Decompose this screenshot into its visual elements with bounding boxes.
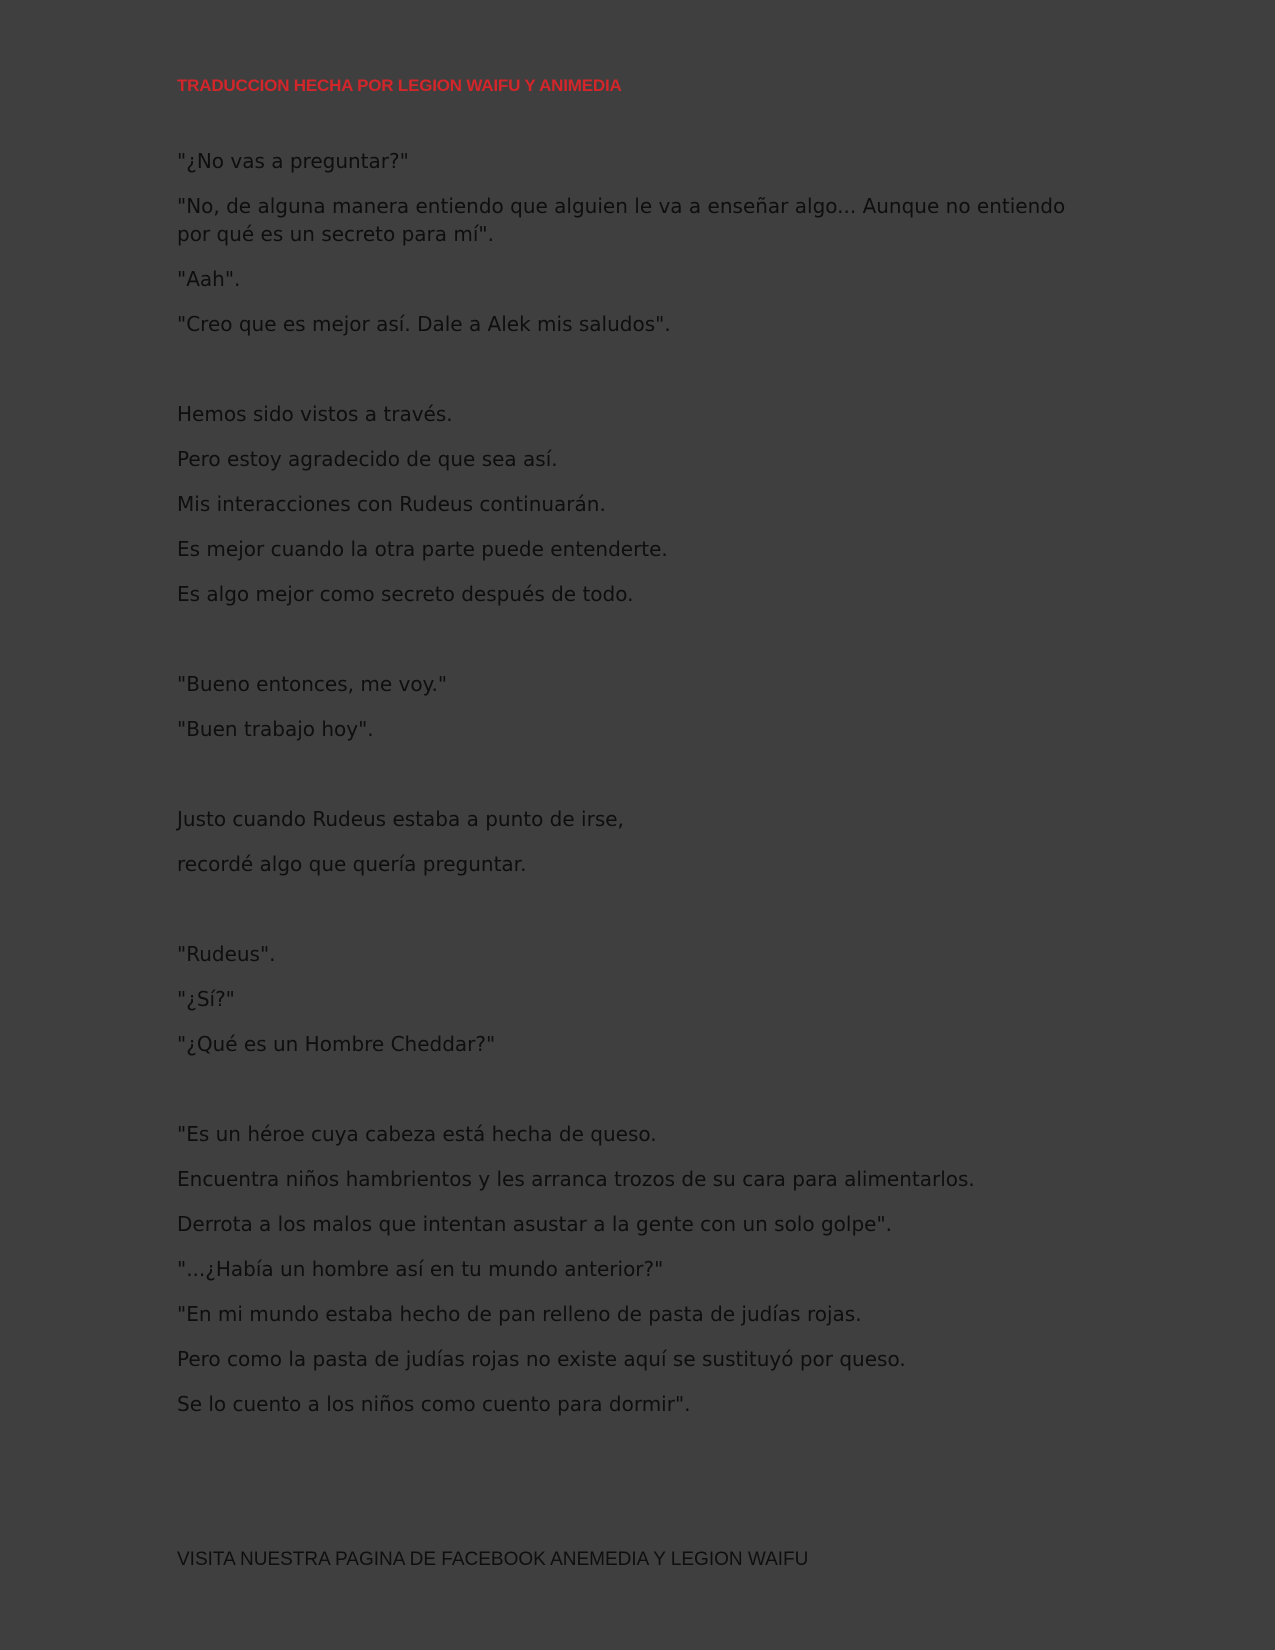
dialogue-line: "¿No vas a preguntar?" — [177, 149, 409, 173]
dialogue-line: Encuentra niños hambrientos y les arranca trozos de su cara para alimentarlos. — [177, 1167, 975, 1191]
dialogue-line: "Buen trabajo hoy". — [177, 717, 374, 741]
dialogue-line: "No, de alguna manera entiendo que alguien le va a enseñar algo... Aunque no entiendo por qué es un secreto para mí". — [177, 194, 1066, 246]
narration-line: Es mejor cuando la otra parte puede entenderte. — [177, 537, 668, 561]
dialogue-line: Se lo cuento a los niños como cuento para dormir". — [177, 1392, 691, 1416]
dialogue-line: "Rudeus". — [177, 942, 276, 966]
narration-line: Mis interacciones con Rudeus continuarán. — [177, 492, 606, 516]
translation-credit-header: TRADUCCION HECHA POR LEGION WAIFU Y ANIMEDIA — [177, 76, 622, 95]
section-spacer — [177, 355, 1097, 400]
dialogue-line: "Creo que es mejor así. Dale a Alek mis saludos". — [177, 312, 671, 336]
dialogue-line: "Es un héroe cuya cabeza está hecha de queso. — [177, 1122, 657, 1146]
dialogue-line: "...¿Había un hombre así en tu mundo anterior?" — [177, 1257, 664, 1281]
narration-line: Justo cuando Rudeus estaba a punto de irse, — [177, 807, 624, 831]
dialogue-line: "¿Qué es un Hombre Cheddar?" — [177, 1032, 496, 1056]
section-spacer — [177, 895, 1097, 940]
story-body — [177, 147, 1097, 1435]
narration-line: recordé algo que quería preguntar. — [177, 852, 527, 876]
section-spacer — [177, 625, 1097, 670]
dialogue-line: Derrota a los malos que intentan asustar a la gente con un solo golpe". — [177, 1212, 892, 1236]
dialogue-line: "En mi mundo estaba hecho de pan relleno de pasta de judías rojas. — [177, 1302, 862, 1326]
dialogue-line: "Bueno entonces, me voy." — [177, 672, 448, 696]
dialogue-line: "¿Sí?" — [177, 987, 235, 1011]
dialogue-line: "Aah". — [177, 267, 241, 291]
document-page — [177, 0, 1097, 1650]
narration-line: Pero estoy agradecido de que sea así. — [177, 447, 558, 471]
narration-line: Es algo mejor como secreto después de todo. — [177, 582, 634, 606]
section-spacer — [177, 760, 1097, 805]
section-spacer — [177, 1075, 1097, 1120]
facebook-page-footer: VISITA NUESTRA PAGINA DE FACEBOOK ANEMEDIA Y LEGION WAIFU — [177, 1549, 809, 1570]
narration-line: Hemos sido vistos a través. — [177, 402, 453, 426]
dialogue-line: Pero como la pasta de judías rojas no existe aquí se sustituyó por queso. — [177, 1347, 906, 1371]
